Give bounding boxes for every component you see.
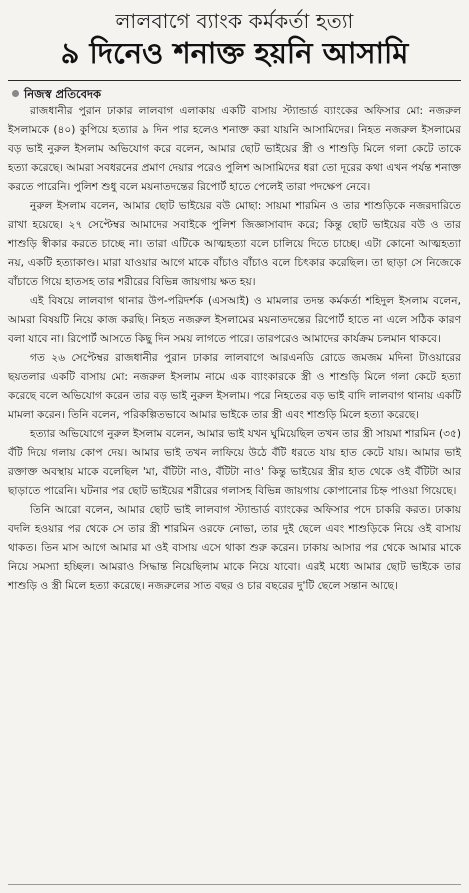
article-paragraph: হত্যার অভিযোগে নুরুল ইসলাম বলেন, আমার ভাই যখন ঘুমিয়েছিল তখন তার স্ত্রী সায়মা শারমিন (৩৫) বঁটি দিয়ে গলায় কোপ দেয়। আমার ভাই তখন লাফিয়ে উঠে বঁটি ধরতে যায় হাত কেটে যায়। আমার ভাই রক্তাক্ত অবস্থায় মাকে বলেছিল 'মা, বঁটিটা নাও, বঁটিটা নাও' কিন্তু ভাইয়ের স্ত্রীর হাত থেকে ওই বঁটিটা আর ছাড়াতে পারেনি। ঘটনার পর ছোট ভাইয়ের শরীরের গলাসহ বিভিন্ন জায়গায় কোপানোর চিহ্ন পাওয়া গিয়েছে। bbox=[8, 428, 461, 497]
article-kicker: লালবাগে ব্যাংক কর্মকর্তা হত্যা bbox=[115, 9, 354, 33]
byline-text: নিজস্ব প্রতিবেদক bbox=[24, 87, 102, 101]
bottom-divider bbox=[8, 884, 461, 885]
article-paragraph: রাজধানীর পুরান ঢাকার লালবাগ এলাকায় একটি বাসায় স্ট্যান্ডার্ড ব্যাংকের অফিসার মো: নজরুল ইসলামকে (৪০) কুপিয়ে হত্যার ৯ দিন পার হলেও শনাক্ত করা যায়নি আসামিদের। নিহত নজরুল ইসলামের বড় ভাই নুরুল ইসলাম অভিযোগ করে বলেন, আমার ছোট ভাইয়ের স্ত্রী ও শাশুড়ি মিলে গলা কেটে তাকে হত্যা করেছে। আমরা সবধরনের প্রমাণ দেয়ার পরেও পুলিশ আসামিদের ধরা তো দূরের কথা এখন পর্যন্ত শনাক্ত করতে পারেনি। পুলিশ শুধু বলে ময়নাতদন্তের রিপোর্ট হাতে পেলেই তারা পদক্ষেপ নেবে। bbox=[8, 105, 461, 193]
article-body bbox=[8, 102, 461, 596]
article-headline: ৯ দিনেও শনাক্ত হয়নি আসামি bbox=[60, 36, 409, 70]
article-paragraph: তিনি আরো বলেন, আমার ছোট ভাই লালবাগ স্ট্যান্ডার্ড ব্যাংকের অফিসার পদে চাকরি করত। ঢাকায় বদলি হওয়ার পর থেকে সে তার স্ত্রী শারমিন ওরফে নোভা, তার দুই ছেলে এবং শাশুড়িকে নিয়ে ওই বাসায় থাকত। তিন মাস আগে আমার মা ওই বাসায় এসে থাকা শুরু করেন। ঢাকায় আসার পর থেকে আমার মাকে নিয়ে সমস্যা হচ্ছিল। আমরাও সিদ্ধান্ত নিয়েছিলাম মাকে নিয়ে যাবো। এরই মধ্যে আমার ছোট ভাইকে তার শাশুড়ি ও স্ত্রী মিলে হত্যা করেছে। নজরুলের সাত বছর ও চার বছরের দু'টি ছেলে সন্তান আছে। bbox=[8, 504, 461, 592]
headline-divider bbox=[8, 80, 461, 81]
byline bbox=[12, 86, 461, 102]
article-paragraph: নুরুল ইসলাম বলেন, আমার ছোট ভাইয়ের বউ মোছা: সায়মা শারমিন ও তার শাশুড়িকে নজরদারিতে রাখা হয়েছে। ২৭ সেপ্টেম্বর আমাদের সবাইকে পুলিশ জিজ্ঞাসাবাদ করে; কিন্তু ছোট ভাইয়ের বউ ও তার শাশুড়ি স্বীকার করতে চাচ্ছে না। তারা এটিকে আত্মহত্যা বলে চালিয়ে দিতে চাচ্ছে। এটা কোনো আত্মহত্যা নয়, একটি হত্যাকাণ্ড। মারা যাওয়ার আগে মাকে বাঁচাও বাঁচাও বলে চিৎকার করেছিল। তা ছাড়া সে নিজেকে বাঁচাতে গিয়ে হাতসহ তার শরীরের বিভিন্ন জায়গায় ক্ষত হয়। bbox=[8, 200, 461, 288]
news-clipping bbox=[0, 6, 469, 893]
article-paragraph: গত ২৬ সেপ্টেম্বর রাজধানীর পুরান ঢাকার লালবাগে আরএনডি রোডে জমজম মদিনা টাওয়ারের ছয়তলার একটি বাসায় মো: নজরুল ইসলাম নামে এক ব্যাংকারকে স্ত্রী ও শাশুড়ি মিলে গলা কেটে হত্যা করেছে বলে অভিযোগ করেন তার বড় ভাই নুরুল ইসলাম। পরে নিহতের বড় ভাই বাদি লালবাগ থানায় একটি মামলা করেন। তিনি বলেন, পরিকল্পিতভাবে আমার ভাইকে তার স্ত্রী এবং শাশুড়ি মিলে হত্যা করেছে। bbox=[8, 352, 461, 421]
bullet-icon bbox=[12, 90, 19, 97]
article-paragraph: এই বিষয়ে লালবাগ থানার উপ-পরিদর্শক (এসআই) ও মামলার তদন্ত কর্মকর্তা শহিদুল ইসলাম বলেন, আমরা বিষয়টি নিয়ে কাজ করছি। নিহত নজরুল ইসলামের ময়নাতদন্তের রিপোর্ট হাতে না এলে সঠিক কারণ বলা যাবে না। রিপোর্ট আসতে কিছু দিন সময় লাগতে পারে। তারপরেও আমাদের কার্যক্রম চলমান থাকবে। bbox=[8, 295, 461, 345]
